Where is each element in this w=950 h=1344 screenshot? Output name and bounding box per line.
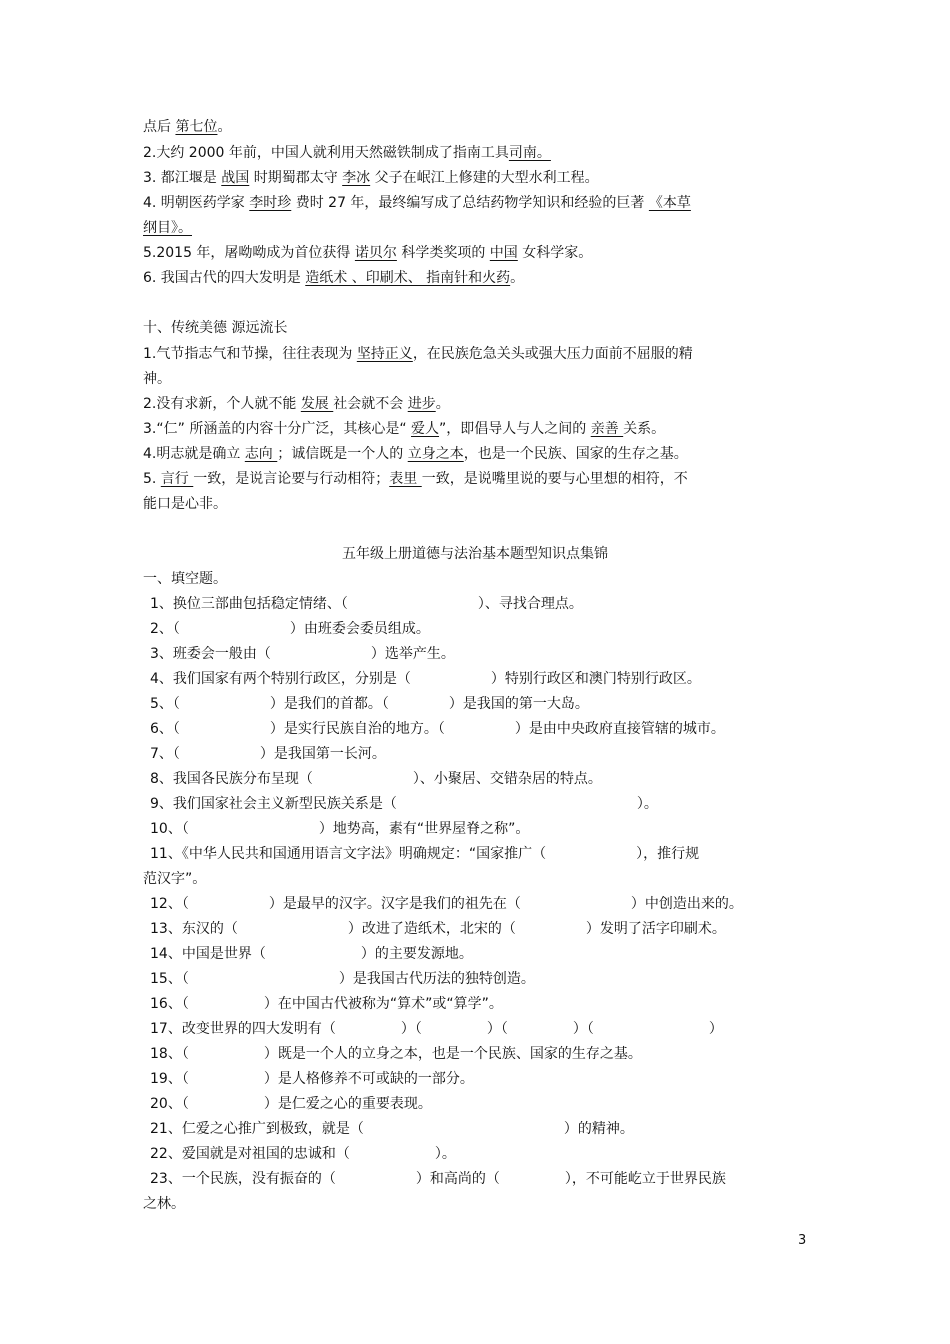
- question-17: 17、改变世界的四大发明有（ ）（ ）（ ）（ ）: [150, 1021, 723, 1037]
- answer-underline: 进步: [407, 396, 436, 412]
- text-line: 4. 明朝医药学家 李时珍 费时 27 年，最终编写成了总结药物学知识和经验的巨著 《本草: [143, 195, 691, 211]
- text-line: 能口是心非。: [143, 496, 227, 512]
- question-1: 1、换位三部曲包括稳定情绪、（ ）、寻找合理点。: [150, 596, 583, 612]
- question-11: 11、《中华人民共和国通用语言文字法》明确规定：“国家推广（ ），推行规: [150, 846, 700, 862]
- text-line: 1.气节指志气和节操，往往表现为 坚持正义，在民族危急关头或强大压力面前不屈服的精: [143, 346, 693, 362]
- subsection-heading: 一、填空题。: [143, 571, 227, 587]
- question-23: 23、一个民族，没有振奋的（ ）和高尚的（ ），不可能屹立于世界民族: [150, 1171, 726, 1187]
- answer-underline: 李时珍: [249, 195, 292, 211]
- answer-underline: 发展: [300, 396, 334, 412]
- question-21: 21、仁爱之心推广到极致，就是（ ）的精神。: [150, 1121, 634, 1137]
- answer-underline: 诺贝尔: [354, 245, 397, 261]
- answer-underline: 李冰: [342, 170, 371, 186]
- text-line: 点后 第七位。: [143, 119, 232, 135]
- answer-underline: 坚持正义: [356, 346, 413, 362]
- document-title: 五年级上册道德与法治基本题型知识点集锦: [342, 546, 608, 562]
- question-5: 5、（ ）是我们的首都。（ ）是我国的第一大岛。: [150, 696, 589, 712]
- text-line: 6. 我国古代的四大发明是 造纸术 、印刷术、 指南针和火药。: [143, 270, 525, 286]
- text-line: [143, 218, 192, 238]
- answer-underline: 亲善: [590, 421, 624, 437]
- page-number: 3: [798, 1233, 807, 1248]
- answer-underline: 表里: [389, 471, 422, 487]
- question-6: 6、（ ）是实行民族自治的地方。（ ）是由中央政府直接管辖的城市。: [150, 721, 725, 737]
- question-3: 3、班委会一般由（ ）选举产生。: [150, 646, 455, 662]
- question-11-continued: 范汉字”。: [143, 871, 207, 887]
- question-8: 8、我国各民族分布呈现（ ）、小聚居、交错杂居的特点。: [150, 771, 602, 787]
- answer-underline: 志向: [244, 446, 278, 462]
- question-12: 12、（ ）是最早的汉字。汉字是我们的祖先在（ ）中创造出来的。: [150, 896, 743, 912]
- question-14: 14、中国是世界（ ）的主要发源地。: [150, 946, 473, 962]
- question-13: 13、东汉的（ ）改进了造纸术，北宋的（ ）发明了活字印刷术。: [150, 921, 726, 937]
- question-4: 4、我们国家有两个特别行政区，分别是（ ）特别行政区和澳门特别行政区。: [150, 671, 701, 687]
- text-line: 5. 言行 一致，是说言论要与行动相符；表里 一致，是说嘴里说的要与心里想的相符，不: [143, 471, 688, 487]
- answer-underline: 第七位: [175, 119, 218, 135]
- section-heading: 十、传统美德 源远流长: [143, 320, 288, 336]
- question-19: 19、（ ）是人格修养不可或缺的一部分。: [150, 1071, 474, 1087]
- text-line: 2.大约 2000 年前，中国人就利用天然磁铁制成了指南工具司南。: [143, 145, 551, 161]
- question-23-continued: 之林。: [143, 1196, 185, 1212]
- question-7: 7、（ ）是我国第一长河。: [150, 746, 386, 762]
- text-line: 4.明志就是确立 志向 ；诚信既是一个人的 立身之本，也是一个民族、国家的生存之基。: [143, 446, 688, 462]
- text-line: 2.没有求新，个人就不能 发展 社会就不会 进步。: [143, 396, 450, 412]
- question-18: 18、（ ）既是一个人的立身之本，也是一个民族、国家的生存之基。: [150, 1046, 642, 1062]
- answer-underline: 立身之本: [407, 446, 464, 462]
- answer-underline: 言行: [160, 471, 194, 487]
- answer-underline: 造纸术 、印刷术、 指南针和火药: [305, 270, 511, 286]
- text-line: 5.2015 年，屠呦呦成为首位获得 诺贝尔 科学类奖项的 中国 女科学家。: [143, 245, 593, 261]
- answer-underline: 爱人: [411, 421, 440, 437]
- question-16: 16、（ ）在中国古代被称为“算术”或“算学”。: [150, 996, 503, 1012]
- answer-underline: 战国: [221, 170, 250, 186]
- question-20: 20、（ ）是仁爱之心的重要表现。: [150, 1096, 432, 1112]
- text-line: 神。: [143, 371, 171, 387]
- text-line: 3.“仁” 所涵盖的内容十分广泛，其核心是“ 爱人”，即倡导人与人之间的 亲善 关系。: [143, 421, 666, 437]
- question-22: 22、爱国就是对祖国的忠诚和（ ）。: [150, 1146, 456, 1162]
- answer-underline: 中国: [489, 245, 518, 261]
- question-15: 15、（ ）是我国古代历法的独特创造。: [150, 971, 535, 987]
- answer-underline: 纲目》。: [143, 220, 192, 236]
- answer-underline: 《本草: [648, 195, 691, 211]
- question-2: 2、（ ）由班委会委员组成。: [150, 621, 430, 637]
- question-9: 9、我们国家社会主义新型民族关系是（ ）。: [150, 796, 658, 812]
- text-line: 3. 都江堰是 战国 时期蜀郡太守 李冰 父子在岷江上修建的大型水利工程。: [143, 170, 599, 186]
- question-10: 10、（ ）地势高，素有“世界屋脊之称”。: [150, 821, 530, 837]
- answer-underline: 司南。: [508, 145, 551, 161]
